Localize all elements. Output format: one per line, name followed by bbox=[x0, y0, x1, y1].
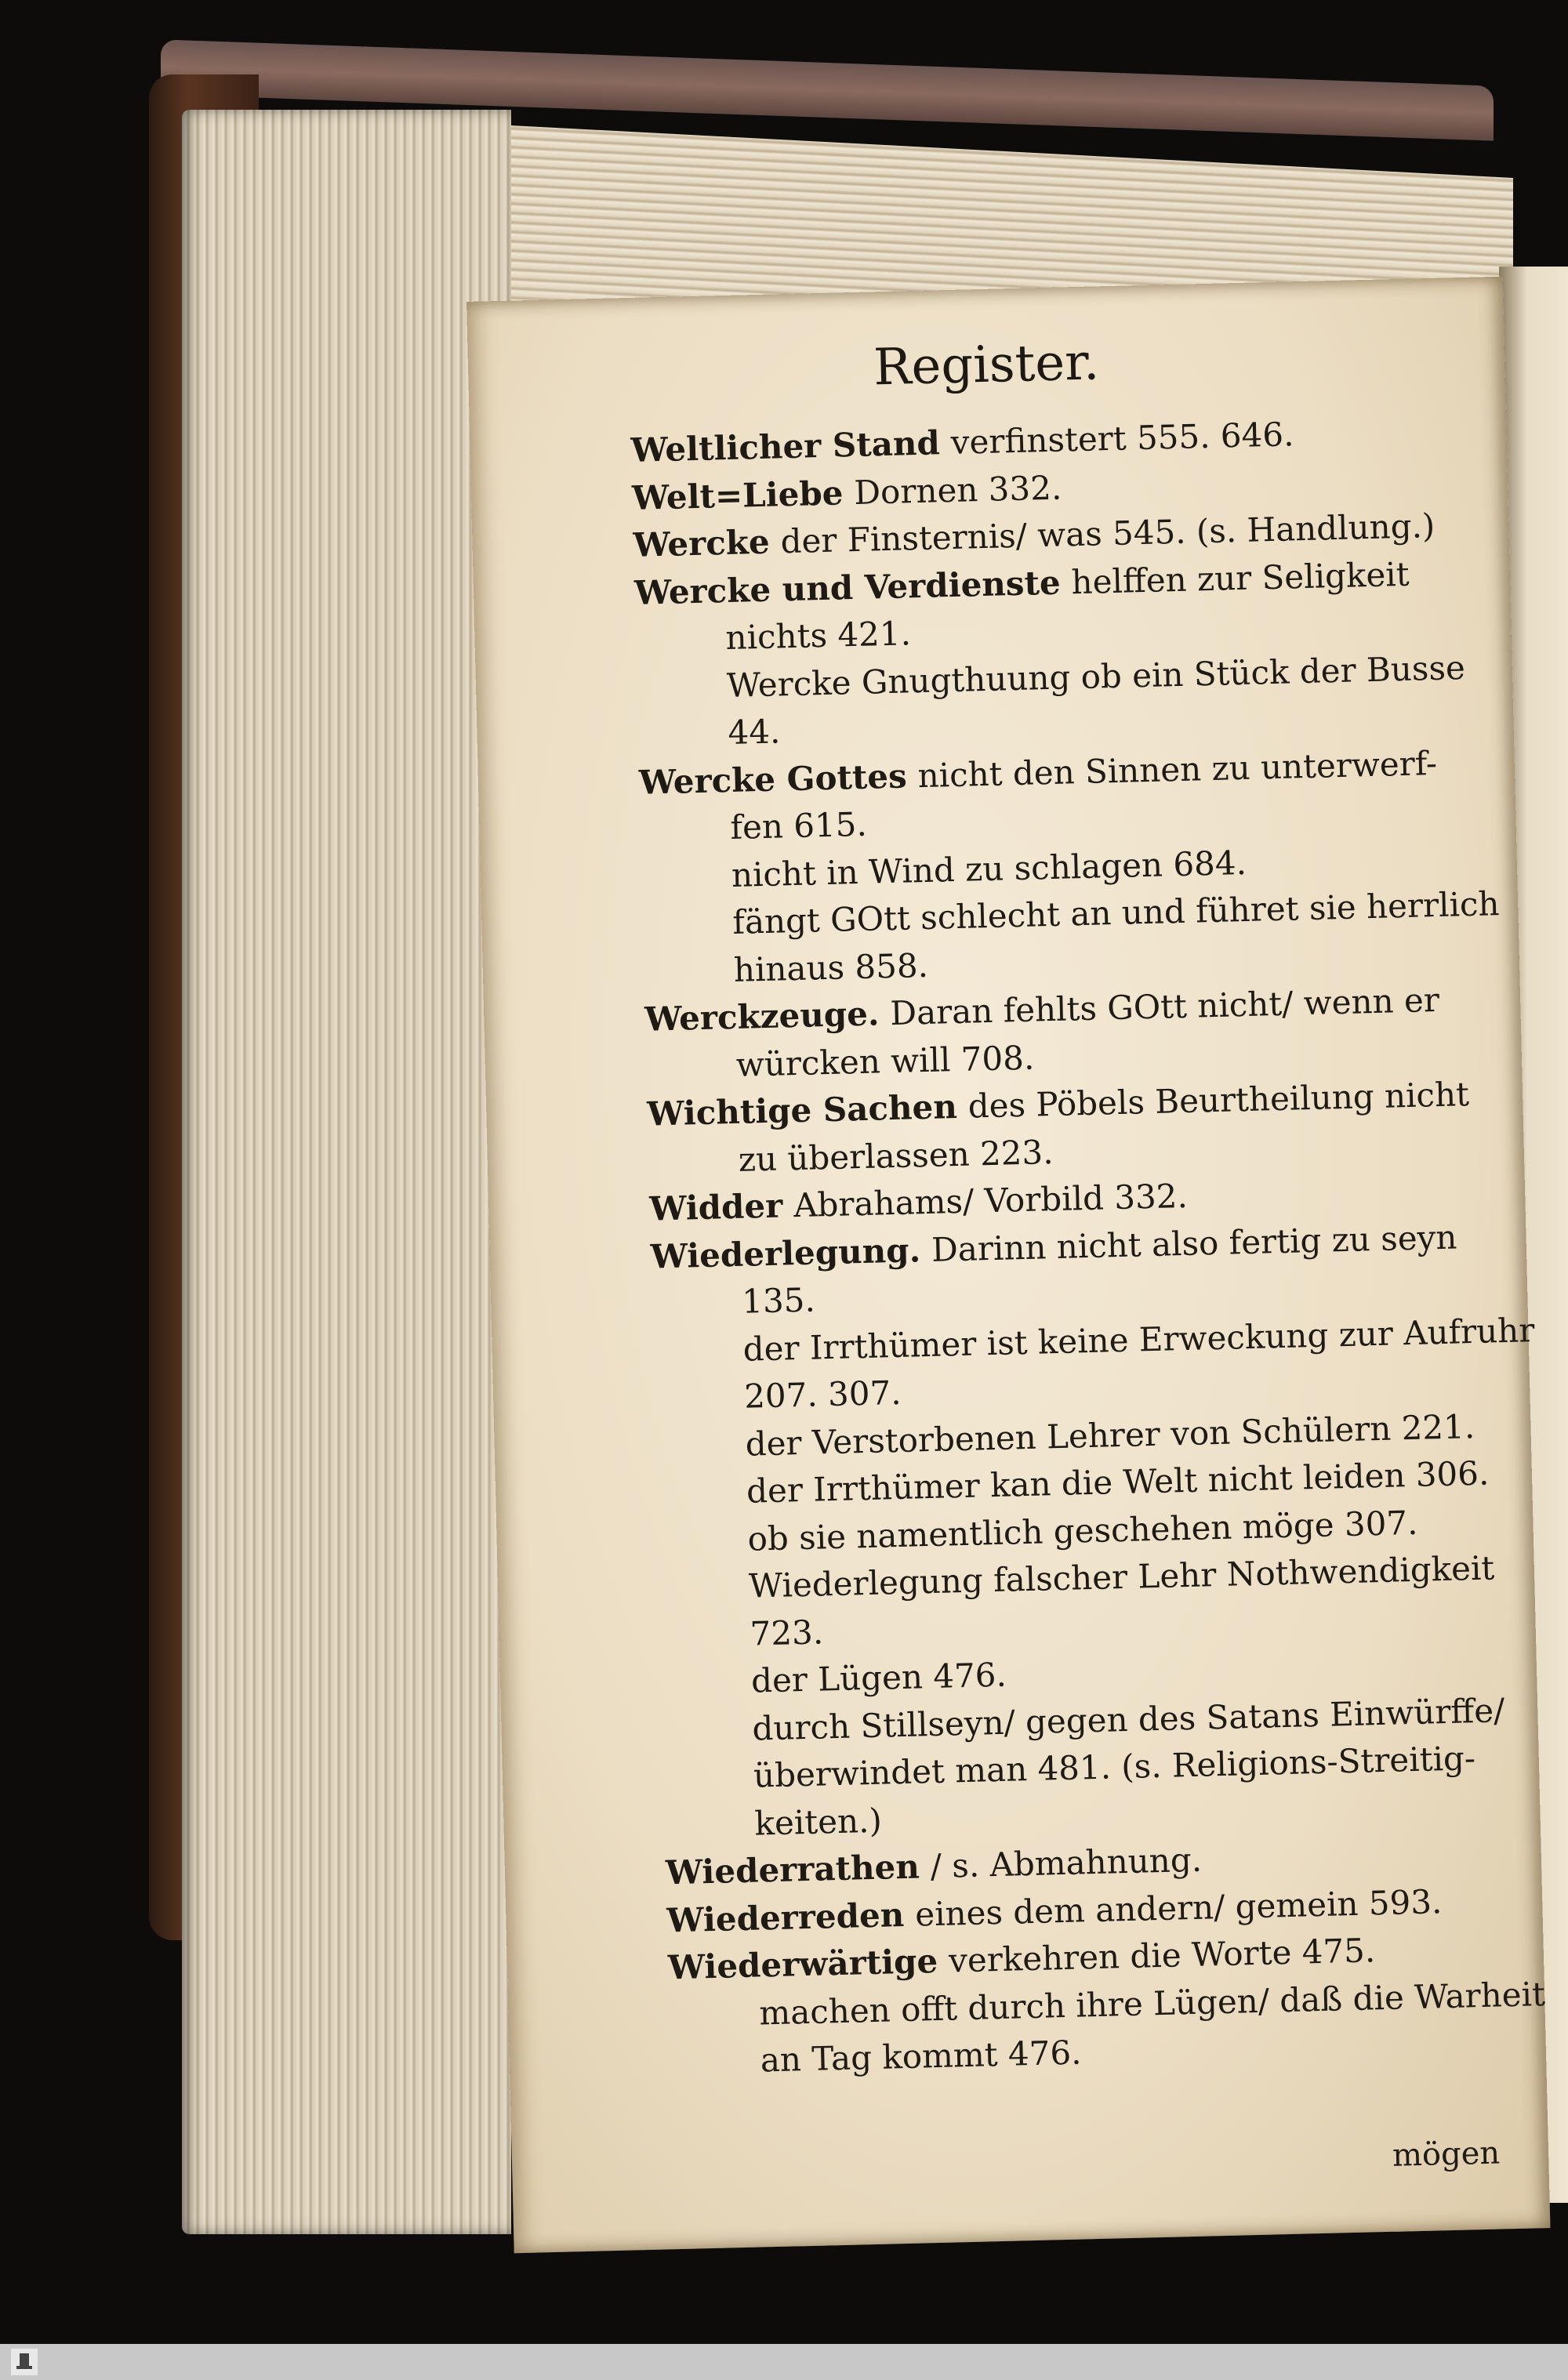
entry-text: helffen zur Seligkeit bbox=[1070, 554, 1410, 601]
entry-text: 44. bbox=[727, 712, 781, 753]
page-stack-side bbox=[182, 110, 511, 2234]
entry-text: 135. bbox=[741, 1280, 816, 1321]
entry-headword: Welt=Liebe bbox=[631, 473, 844, 517]
entry-text: der Lügen 476. bbox=[750, 1655, 1007, 1700]
entry-text: nicht in Wind zu schlagen 684. bbox=[731, 843, 1247, 894]
entry-text: überwindet man 481. (s. Religions-Streitig- bbox=[753, 1739, 1476, 1795]
entry-headword: Wercke und Verdienste bbox=[633, 563, 1062, 612]
entry-headword: Wiederwärtige bbox=[667, 1941, 938, 1987]
entry-text: / s. Abmahnung. bbox=[930, 1840, 1203, 1886]
entry-text: nicht den Sinnen zu unterwerf- bbox=[917, 743, 1438, 795]
entry-text: 723. bbox=[750, 1612, 824, 1653]
entry-text: Abrahams/ Vorbild 332. bbox=[793, 1176, 1189, 1225]
entry-text: Wiederlegung falscher Lehr Nothwendigkeit bbox=[748, 1548, 1495, 1605]
entry-text: eines dem andern/ gemein 593. bbox=[914, 1881, 1443, 1934]
entry-headword: Weltlicher Stand bbox=[630, 423, 941, 470]
entry-text: Daran fehlts GOtt nicht/ wenn er bbox=[889, 980, 1440, 1033]
entry-headword: Wercke Gottes bbox=[638, 756, 908, 802]
viewer-footer-bar bbox=[0, 2344, 1568, 2380]
entry-headword: Wiederrathen bbox=[665, 1847, 920, 1892]
entry-headword: Wiederreden bbox=[666, 1895, 905, 1939]
entry-text: fängt GOtt schlecht an und führet sie herrlich bbox=[731, 884, 1501, 941]
entry-text: Dornen 332. bbox=[853, 468, 1062, 512]
entry-text: an Tag kommt 476. bbox=[760, 2033, 1082, 2080]
entry-text: der Verstorbenen Lehrer von Schülern 221. bbox=[745, 1406, 1475, 1464]
entry-text: machen offt durch ihre Lügen/ daß die Warheit bbox=[758, 1974, 1546, 2033]
entry-headword: Widder bbox=[648, 1186, 783, 1228]
entry-text: 207. 307. bbox=[743, 1373, 902, 1416]
entry-headword: Wichtige Sachen bbox=[646, 1087, 958, 1134]
entry-text: Darinn nicht also fertig zu seyn bbox=[931, 1217, 1457, 1269]
page-heading: Register. bbox=[873, 333, 1100, 397]
entry-text: hinaus 858. bbox=[733, 945, 929, 989]
entry-headword: Werckzeuge. bbox=[644, 994, 880, 1039]
entry-text: fen 615. bbox=[729, 804, 868, 847]
entry-text: des Pöbels Beurtheilung nicht bbox=[967, 1075, 1470, 1126]
entry-text: nichts 421. bbox=[724, 614, 912, 658]
entry-text: zu überlassen 223. bbox=[738, 1132, 1054, 1179]
entry-headword: Wercke bbox=[633, 522, 771, 564]
entry-headword: Wiederlegung. bbox=[650, 1230, 921, 1276]
entry-text: verkehren die Worte 475. bbox=[948, 1931, 1376, 1980]
entry-text: Wercke Gnugthuung ob ein Stück der Busse bbox=[726, 648, 1466, 705]
entry-text: der Irrthümer kan die Welt nicht leiden 306. bbox=[746, 1453, 1490, 1511]
register-entries bbox=[630, 407, 1546, 2087]
register-page bbox=[466, 277, 1550, 2254]
entry-text: ob sie namentlich geschehen möge 307. bbox=[747, 1503, 1418, 1558]
entry-text: durch Stillseyn/ gegen des Satans Einwürffe/ bbox=[751, 1690, 1505, 1748]
entry-text: der Finsternis/ was 545. (s. Handlung.) bbox=[779, 506, 1436, 561]
catchword: mögen bbox=[1392, 2135, 1501, 2174]
entry-text: würcken will 708. bbox=[735, 1038, 1035, 1084]
entry-text: verfinstert 555. 646. bbox=[950, 415, 1294, 462]
entry-text: keiten.) bbox=[753, 1801, 883, 1843]
library-logo-icon bbox=[11, 2349, 38, 2375]
entry-text: der Irrthümer ist keine Erweckung zur Aufruhr bbox=[742, 1310, 1535, 1369]
